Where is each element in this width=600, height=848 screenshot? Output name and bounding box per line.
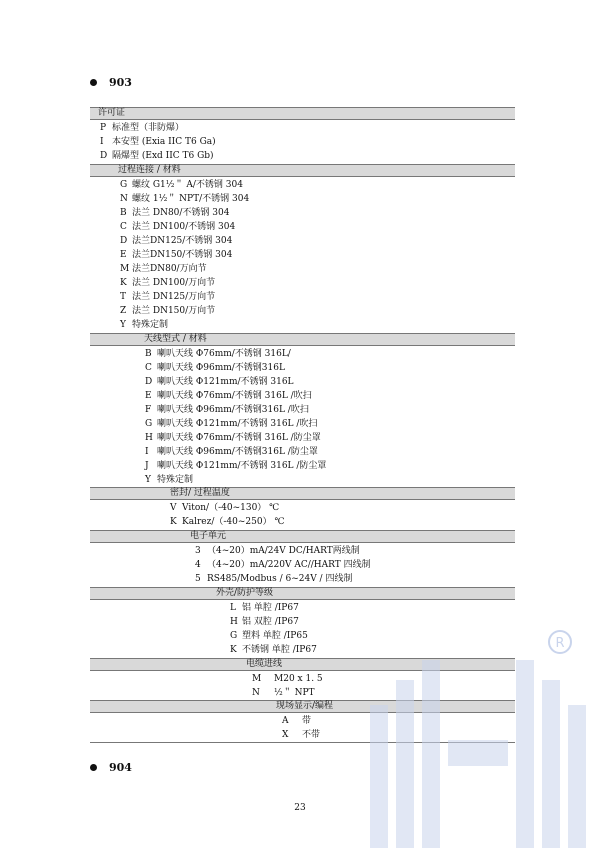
cable-row: M M20 x 1. 5 <box>252 674 323 684</box>
bullet-icon <box>90 764 97 771</box>
housing-row: K 不锈钢 单腔 /IP67 <box>230 645 317 655</box>
process-row: T 法兰 DN125/万向节 <box>120 292 216 302</box>
antenna-row: H 喇叭天线 Φ76mm/不锈钢 316L /防尘罩 <box>145 433 321 443</box>
housing-row: L 铝 单腔 /IP67 <box>230 603 299 613</box>
section-903-heading <box>90 76 132 89</box>
display-row: X 不带 <box>282 730 321 740</box>
process-row: Y 特殊定制 <box>120 320 169 330</box>
electronics-header: 电子单元 <box>190 531 227 541</box>
housing-row: G 塑料 单腔 /IP65 <box>230 631 308 641</box>
process-header-bar <box>90 164 515 177</box>
section-903-number: 903 <box>109 76 132 89</box>
process-row: N 螺纹 1½＂ NPT/不锈钢 304 <box>120 194 250 204</box>
process-row: K 法兰 DN100/万向节 <box>120 278 216 288</box>
seal-header: 密封/ 过程温度 <box>170 488 230 498</box>
housing-header: 外壳/防护等级 <box>216 588 274 598</box>
antenna-row: B 喇叭天线 Φ76mm/不锈钢 316L/ <box>145 349 291 359</box>
process-row: E 法兰DN150/不锈钢 304 <box>120 250 233 260</box>
antenna-header: 天线型式 / 材料 <box>144 334 207 344</box>
license-row: I 本安型 (Exia IIC T6 Ga) <box>100 137 216 147</box>
antenna-row: I 喇叭天线 Φ96mm/不锈钢316L /防尘罩 <box>145 447 318 457</box>
seal-row: V Viton/（-40~130） ℃ <box>170 503 280 513</box>
process-row: C 法兰 DN100/不锈钢 304 <box>120 222 236 232</box>
antenna-row: F 喇叭天线 Φ96mm/不锈钢316L /吹扫 <box>145 405 309 415</box>
watermark-logo-icon <box>360 620 600 848</box>
housing-header-bar <box>90 587 515 600</box>
process-row: M 法兰DN80/万向节 <box>120 264 207 274</box>
antenna-row: Y 特殊定制 <box>145 475 194 485</box>
antenna-header-bar <box>90 333 515 346</box>
antenna-row: J 喇叭天线 Φ121mm/不锈钢 316L /防尘罩 <box>145 461 327 471</box>
display-header: 现场显示/编程 <box>276 701 334 711</box>
antenna-row: D 喇叭天线 Φ121mm/不锈钢 316L <box>145 377 294 387</box>
seal-row: K Kalrez/（-40~250） ℃ <box>170 517 285 527</box>
process-header: 过程连接 / 材料 <box>118 165 181 175</box>
license-header: 许可证 <box>98 108 126 118</box>
antenna-row: E 喇叭天线 Φ76mm/不锈钢 316L /吹扫 <box>145 391 312 401</box>
process-row: G 螺纹 G1½＂ A/不锈钢 304 <box>120 180 243 190</box>
license-header-bar <box>90 107 515 120</box>
process-row: B 法兰 DN80/不锈钢 304 <box>120 208 230 218</box>
page-number: 23 <box>294 803 306 813</box>
cable-header: 电缆进线 <box>246 659 283 669</box>
antenna-row: C 喇叭天线 Φ96mm/不锈钢316L <box>145 363 285 373</box>
section-904-number: 904 <box>109 761 132 774</box>
seal-header-bar <box>90 487 515 500</box>
display-row: A 带 <box>282 716 312 726</box>
license-row: D 隔爆型 (Exd IIC T6 Gb) <box>100 151 214 161</box>
housing-row: H 铝 双腔 /IP67 <box>230 617 299 627</box>
electronics-row: 3 （4~20）mA/24V DC/HART两线制 <box>195 546 360 556</box>
license-row: P 标准型（非防爆） <box>100 123 185 133</box>
antenna-row: G 喇叭天线 Φ121mm/不锈钢 316L /吹扫 <box>145 419 318 429</box>
electronics-header-bar <box>90 530 515 543</box>
process-row: Z 法兰 DN150/万向节 <box>120 306 216 316</box>
electronics-row: 5 RS485/Modbus / 6~24V / 四线制 <box>195 574 353 584</box>
process-row: D 法兰DN125/不锈钢 304 <box>120 236 233 246</box>
section-904-heading <box>90 761 132 774</box>
cable-row: N ½＂ NPT <box>252 688 315 698</box>
bullet-icon <box>90 79 97 86</box>
svg-text:R: R <box>555 636 565 651</box>
electronics-row: 4 （4~20）mA/220V AC//HART 四线制 <box>195 560 371 570</box>
